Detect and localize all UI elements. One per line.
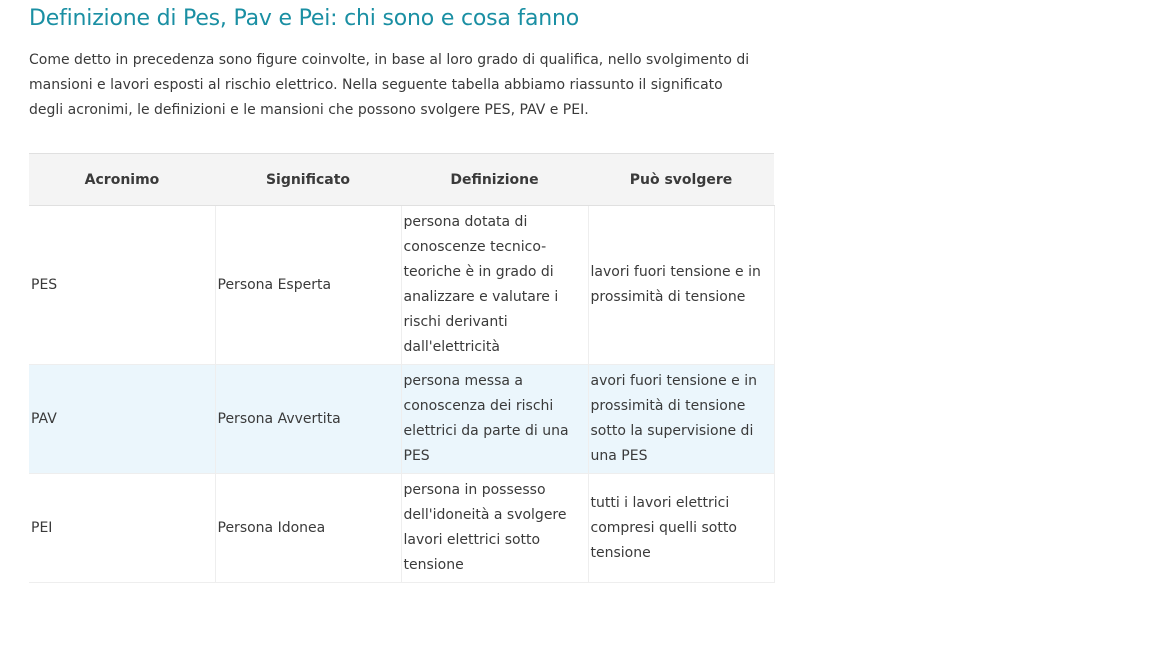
table-header-row [29, 154, 774, 206]
table-row-pav [29, 365, 774, 474]
table-row-pes [29, 206, 774, 365]
header-acronimo: Acronimo [29, 154, 215, 206]
cell-acronimo: PAV [29, 365, 215, 474]
table-header [29, 154, 774, 206]
header-puo-svolgere: Può svolgere [588, 154, 774, 206]
cell-svolgere: lavori fuori tensione e in prossimità di tensione [588, 206, 774, 365]
roles-table [29, 153, 775, 583]
cell-svolgere: avori fuori tensione e in prossimità di tensione sotto la supervisione di una PES [588, 365, 774, 474]
cell-acronimo: PES [29, 206, 215, 365]
cell-acronimo: PEI [29, 474, 215, 583]
cell-significato: Persona Avvertita [215, 365, 401, 474]
cell-svolgere: tutti i lavori elettrici compresi quelli sotto tensione [588, 474, 774, 583]
cell-definizione: persona in possesso dell'idoneità a svolgere lavori elettrici sotto tensione [401, 474, 588, 583]
cell-significato: Persona Idonea [215, 474, 401, 583]
header-significato: Significato [215, 154, 401, 206]
table-body [29, 206, 774, 583]
cell-definizione: persona messa a conoscenza dei rischi elettrici da parte di una PES [401, 365, 588, 474]
cell-definizione: persona dotata di conoscenze tecnico-teoriche è in grado di analizzare e valutare i rischi derivanti dall'elettricità [401, 206, 588, 365]
cell-significato: Persona Esperta [215, 206, 401, 365]
article-content [29, 0, 774, 583]
header-definizione: Definizione [401, 154, 588, 206]
section-title: Definizione di Pes, Pav e Pei: chi sono e cosa fanno [29, 6, 580, 31]
table-row-pei [29, 474, 774, 583]
intro-paragraph: Come detto in precedenza sono figure coinvolte, in base al loro grado di qualifica, nello svolgimento di mansioni e lavori esposti al rischio elettrico. Nella seguente tabella abbiamo riassunto il significato degli acronimi, le definizioni e le mansioni che possono svolgere PES, PAV e PEI. [29, 52, 750, 118]
